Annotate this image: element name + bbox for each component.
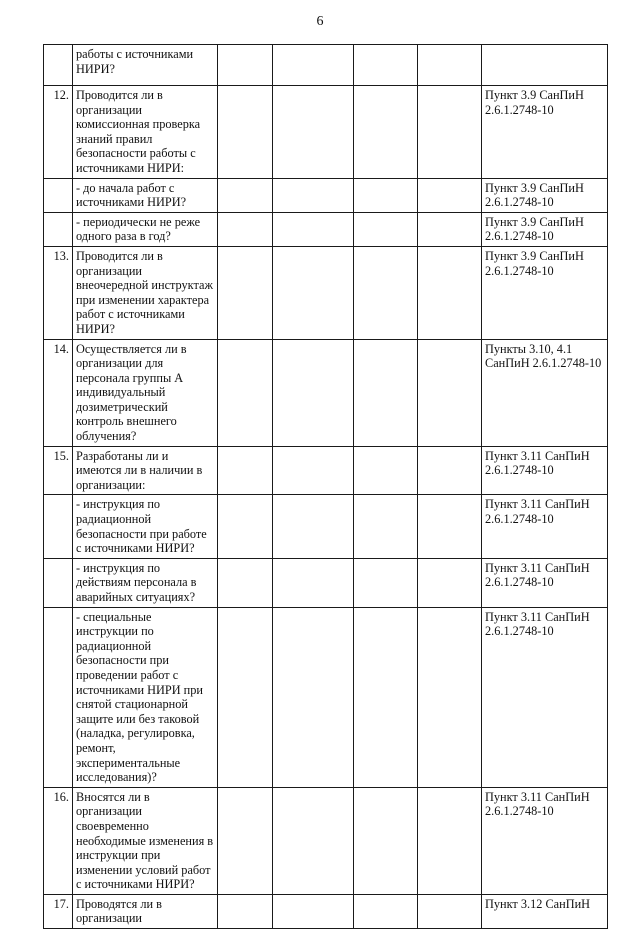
reference-cell: Пункт 3.11 СанПиН 2.6.1.2748-10 bbox=[482, 787, 608, 894]
answer-cell bbox=[354, 212, 418, 246]
answer-cell bbox=[218, 558, 273, 607]
reference-cell: Пункт 3.11 СанПиН 2.6.1.2748-10 bbox=[482, 558, 608, 607]
row-number bbox=[44, 212, 73, 246]
answer-cell bbox=[218, 446, 273, 495]
reference-cell: Пункт 3.9 СанПиН 2.6.1.2748-10 bbox=[482, 178, 608, 212]
question-cell: - инструкция по действиям персонала в аварийных ситуациях? bbox=[73, 558, 218, 607]
reference-cell: Пункт 3.9 СанПиН 2.6.1.2748-10 bbox=[482, 212, 608, 246]
row-number: 13. bbox=[44, 246, 73, 339]
table-row bbox=[44, 894, 608, 928]
reference-cell: Пункты 3.10, 4.1 СанПиН 2.6.1.2748-10 bbox=[482, 339, 608, 446]
question-cell: Вносятся ли в организации своевременно необходимые изменения в инструкции при изменении условий работ с источниками НИРИ? bbox=[73, 787, 218, 894]
table-row bbox=[44, 446, 608, 495]
answer-cell bbox=[218, 339, 273, 446]
answer-cell bbox=[354, 246, 418, 339]
answer-cell bbox=[218, 787, 273, 894]
answer-cell bbox=[354, 45, 418, 86]
answer-cell bbox=[273, 45, 354, 86]
question-cell: - инструкция по радиационной безопасности при работе с источниками НИРИ? bbox=[73, 495, 218, 558]
question-cell: - специальные инструкции по радиационной безопасности при проведении работ с источниками НИРИ при снятой стационарной защите или без таковой (наладка, регулировка, ремонт, экспериментальные исследования)? bbox=[73, 607, 218, 787]
reference-cell: Пункт 3.9 СанПиН 2.6.1.2748-10 bbox=[482, 86, 608, 179]
reference-cell: Пункт 3.9 СанПиН 2.6.1.2748-10 bbox=[482, 246, 608, 339]
answer-cell bbox=[218, 45, 273, 86]
answer-cell bbox=[354, 558, 418, 607]
answer-cell bbox=[273, 607, 354, 787]
reference-cell: Пункт 3.11 СанПиН 2.6.1.2748-10 bbox=[482, 446, 608, 495]
answer-cell bbox=[218, 495, 273, 558]
answer-cell bbox=[354, 86, 418, 179]
question-cell: Осуществляется ли в организации для персонала группы А индивидуальный дозиметрический контроль внешнего облучения? bbox=[73, 339, 218, 446]
table-row bbox=[44, 246, 608, 339]
answer-cell bbox=[354, 495, 418, 558]
question-cell: Проводятся ли в организации bbox=[73, 894, 218, 928]
answer-cell bbox=[218, 178, 273, 212]
reference-cell bbox=[482, 45, 608, 86]
table-row bbox=[44, 86, 608, 179]
answer-cell bbox=[218, 86, 273, 179]
answer-cell bbox=[354, 446, 418, 495]
row-number: 17. bbox=[44, 894, 73, 928]
answer-cell bbox=[418, 86, 482, 179]
answer-cell bbox=[218, 212, 273, 246]
question-cell: работы с источниками НИРИ? bbox=[73, 45, 218, 86]
answer-cell bbox=[418, 446, 482, 495]
row-number: 12. bbox=[44, 86, 73, 179]
answer-cell bbox=[418, 787, 482, 894]
table-row bbox=[44, 178, 608, 212]
answer-cell bbox=[273, 246, 354, 339]
answer-cell bbox=[418, 45, 482, 86]
answer-cell bbox=[418, 339, 482, 446]
answer-cell bbox=[354, 787, 418, 894]
question-cell: Проводится ли в организации внеочередной инструктаж при изменении характера работ с источниками НИРИ? bbox=[73, 246, 218, 339]
row-number bbox=[44, 178, 73, 212]
answer-cell bbox=[418, 558, 482, 607]
answer-cell bbox=[418, 246, 482, 339]
answer-cell bbox=[273, 178, 354, 212]
answer-cell bbox=[218, 246, 273, 339]
answer-cell bbox=[418, 178, 482, 212]
table-row bbox=[44, 339, 608, 446]
answer-cell bbox=[273, 894, 354, 928]
answer-cell bbox=[273, 446, 354, 495]
answer-cell bbox=[273, 339, 354, 446]
table-row bbox=[44, 607, 608, 787]
reference-cell: Пункт 3.11 СанПиН 2.6.1.2748-10 bbox=[482, 607, 608, 787]
row-number: 16. bbox=[44, 787, 73, 894]
answer-cell bbox=[218, 894, 273, 928]
answer-cell bbox=[273, 212, 354, 246]
answer-cell bbox=[354, 178, 418, 212]
answer-cell bbox=[218, 607, 273, 787]
row-number bbox=[44, 558, 73, 607]
row-number: 15. bbox=[44, 446, 73, 495]
row-number bbox=[44, 45, 73, 86]
answer-cell bbox=[273, 495, 354, 558]
checklist-table bbox=[43, 44, 608, 929]
reference-cell: Пункт 3.11 СанПиН 2.6.1.2748-10 bbox=[482, 495, 608, 558]
answer-cell bbox=[354, 339, 418, 446]
table-row bbox=[44, 787, 608, 894]
answer-cell bbox=[273, 86, 354, 179]
answer-cell bbox=[418, 607, 482, 787]
question-cell: Проводится ли в организации комиссионная проверка знаний правил безопасности работы с источниками НИРИ: bbox=[73, 86, 218, 179]
table-row bbox=[44, 558, 608, 607]
answer-cell bbox=[354, 607, 418, 787]
answer-cell bbox=[354, 894, 418, 928]
row-number bbox=[44, 495, 73, 558]
answer-cell bbox=[273, 787, 354, 894]
table-row bbox=[44, 212, 608, 246]
question-cell: - периодически не реже одного раза в год? bbox=[73, 212, 218, 246]
row-number bbox=[44, 607, 73, 787]
table-row bbox=[44, 45, 608, 86]
question-cell: Разработаны ли и имеются ли в наличии в организации: bbox=[73, 446, 218, 495]
row-number: 14. bbox=[44, 339, 73, 446]
page-number: 6 bbox=[316, 14, 324, 29]
table-row bbox=[44, 495, 608, 558]
question-cell: - до начала работ с источниками НИРИ? bbox=[73, 178, 218, 212]
answer-cell bbox=[418, 495, 482, 558]
answer-cell bbox=[418, 212, 482, 246]
answer-cell bbox=[273, 558, 354, 607]
reference-cell: Пункт 3.12 СанПиН bbox=[482, 894, 608, 928]
answer-cell bbox=[418, 894, 482, 928]
